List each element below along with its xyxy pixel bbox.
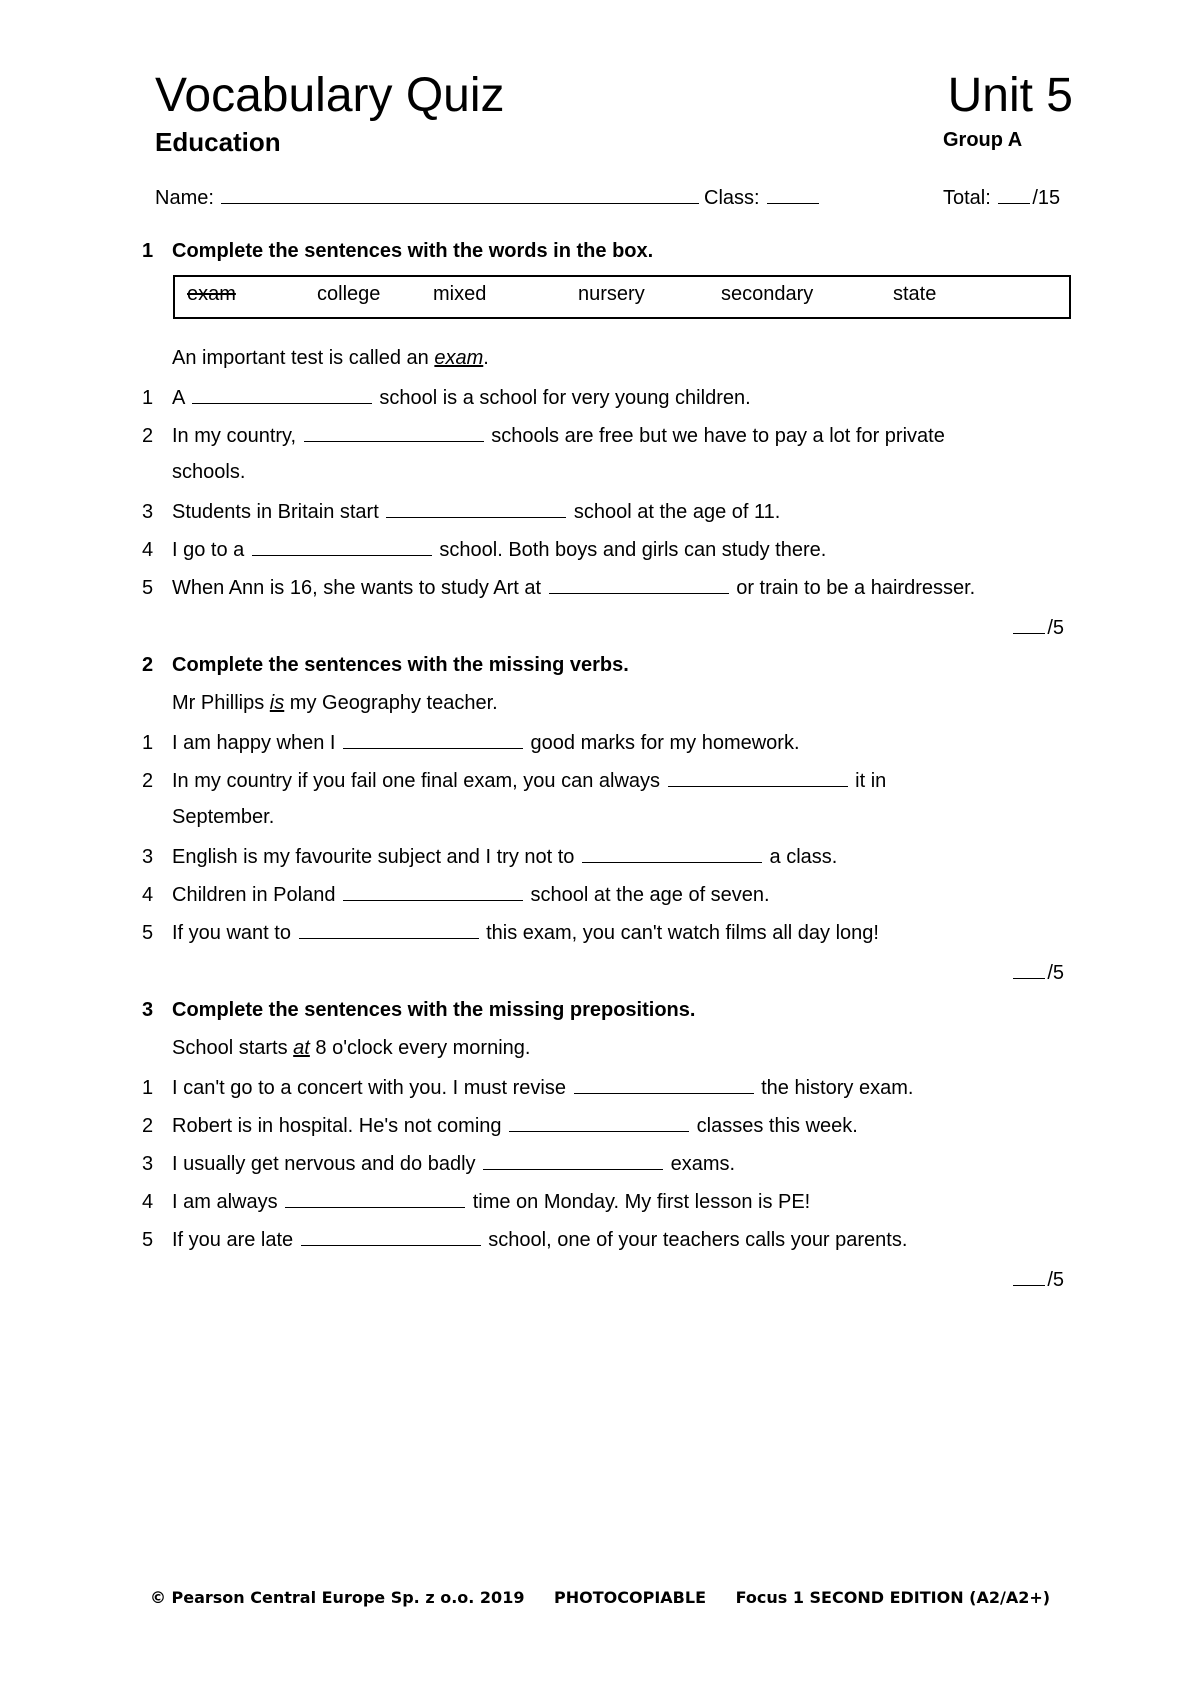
word-box-item: college [317, 283, 381, 305]
score-blank[interactable] [1013, 960, 1045, 979]
item-text: A [172, 387, 190, 409]
question-item [142, 423, 945, 448]
answer-blank[interactable] [301, 1227, 481, 1246]
item-number: 5 [142, 1229, 154, 1251]
section-instruction: Complete the sentences with the words in the box. [172, 240, 654, 262]
footer-edition: Focus 1 SECOND EDITION (A2/A2+) [735, 1588, 1051, 1607]
word-box [173, 275, 1071, 319]
question-item [142, 499, 780, 524]
item-number: 3 [142, 1153, 154, 1175]
item-text: I am always [172, 1191, 284, 1213]
example-sentence [172, 692, 498, 715]
answer-blank[interactable] [386, 499, 566, 518]
unit-label: Unit 5 [947, 69, 1073, 122]
item-text: school at the age of seven. [525, 884, 770, 906]
item-text: If you want to [172, 922, 297, 944]
item-number: 5 [142, 922, 154, 944]
question-item [142, 730, 800, 755]
word-box-item: nursery [578, 283, 645, 305]
item-text: school, one of your teachers calls your parents. [482, 1229, 908, 1251]
item-text: Students in Britain start [172, 501, 385, 523]
question-item [142, 1075, 913, 1100]
section-number: 2 [142, 654, 154, 676]
answer-blank[interactable] [574, 1075, 754, 1094]
name-blank[interactable] [221, 185, 699, 204]
page-footer [0, 1588, 1200, 1607]
section-number: 3 [142, 999, 154, 1021]
question-item-continuation [142, 461, 245, 484]
score-blank[interactable] [1013, 1267, 1045, 1286]
question-item [142, 1189, 810, 1214]
answer-blank[interactable] [582, 844, 762, 863]
item-text: I usually get nervous and do badly [172, 1153, 482, 1175]
item-text: schools. [172, 461, 246, 483]
item-number: 3 [142, 501, 154, 523]
example-text: 8 o'clock every morning. [309, 1037, 531, 1059]
word-box-item: exam [187, 283, 236, 305]
item-text: the history exam. [755, 1077, 914, 1099]
section-instruction: Complete the sentences with the missing verbs. [172, 654, 629, 676]
answer-blank[interactable] [343, 730, 523, 749]
class-blank[interactable] [767, 185, 819, 204]
item-number: 1 [142, 387, 154, 409]
answer-blank[interactable] [343, 882, 523, 901]
item-number: 2 [142, 1115, 154, 1137]
section-1-heading [142, 240, 653, 263]
name-row [155, 185, 701, 210]
section-number: 1 [142, 240, 154, 262]
example-text: Mr Phillips [172, 692, 270, 714]
item-number: 2 [142, 425, 154, 447]
score-max: /5 [1047, 617, 1064, 639]
total-label: Total: [943, 187, 991, 209]
item-number: 5 [142, 577, 154, 599]
item-text: I go to a [172, 539, 250, 561]
item-text: Children in Poland [172, 884, 341, 906]
word-box-item: mixed [433, 283, 487, 305]
example-text: my Geography teacher. [284, 692, 498, 714]
score-max: /5 [1047, 962, 1064, 984]
item-text: or train to be a hairdresser. [730, 577, 976, 599]
item-text: it in [849, 770, 887, 792]
item-text: school at the age of 11. [568, 501, 781, 523]
class-row [704, 185, 821, 210]
quiz-title: Vocabulary Quiz [155, 69, 505, 122]
total-blank[interactable] [998, 185, 1030, 204]
word-box-item: secondary [721, 283, 814, 305]
score-max: /5 [1047, 1269, 1064, 1291]
item-text: school. Both boys and girls can study there. [433, 539, 827, 561]
example-sentence [172, 1037, 530, 1060]
item-number: 3 [142, 846, 154, 868]
question-item [142, 882, 770, 907]
answer-blank[interactable] [192, 385, 372, 404]
total-max: /15 [1032, 187, 1061, 209]
question-item [142, 385, 751, 410]
item-text: I can't go to a concert with you. I must revise [172, 1077, 572, 1099]
answer-blank[interactable] [668, 768, 848, 787]
word-box-item: state [893, 283, 937, 305]
question-item-continuation [142, 806, 274, 829]
example-text: An important test is called an [172, 347, 435, 369]
example-answer: at [293, 1037, 310, 1059]
answer-blank[interactable] [299, 920, 479, 939]
item-text: exams. [665, 1153, 736, 1175]
item-text: school is a school for very young children. [373, 387, 751, 409]
group-label: Group A [943, 129, 1023, 151]
item-number: 1 [142, 732, 154, 754]
question-item [142, 1227, 907, 1252]
item-text: English is my favourite subject and I try not to [172, 846, 580, 868]
item-number: 4 [142, 1191, 154, 1213]
footer-photocopiable: PHOTOCOPIABLE [554, 1588, 706, 1607]
item-text: a class. [763, 846, 838, 868]
section-instruction: Complete the sentences with the missing prepositions. [172, 999, 696, 1021]
item-text: When Ann is 16, she wants to study Art at [172, 577, 547, 599]
answer-blank[interactable] [549, 575, 729, 594]
question-item [142, 1113, 858, 1138]
name-label: Name: [155, 187, 214, 209]
score-blank[interactable] [1013, 615, 1045, 634]
section-2-heading [142, 654, 629, 677]
question-item [142, 768, 886, 793]
item-text: Robert is in hospital. He's not coming [172, 1115, 508, 1137]
example-text: School starts [172, 1037, 294, 1059]
answer-blank[interactable] [304, 423, 484, 442]
section-3-heading [142, 999, 695, 1022]
example-answer: exam [434, 347, 484, 369]
item-text: time on Monday. My first lesson is PE! [467, 1191, 811, 1213]
example-text: . [483, 347, 489, 369]
item-text: good marks for my homework. [524, 732, 800, 754]
question-item [142, 844, 837, 869]
item-text: this exam, you can't watch films all day long! [480, 922, 879, 944]
item-text: classes this week. [691, 1115, 858, 1137]
item-number: 4 [142, 884, 154, 906]
item-text: schools are free but we have to pay a lot for private [485, 425, 945, 447]
class-label: Class: [704, 187, 760, 209]
item-number: 4 [142, 539, 154, 561]
item-number: 2 [142, 770, 154, 792]
item-number: 1 [142, 1077, 154, 1099]
answer-blank[interactable] [252, 537, 432, 556]
footer-copyright: © Pearson Central Europe Sp. z o.o. 2019 [149, 1588, 525, 1607]
question-item [142, 537, 826, 562]
question-item [142, 920, 879, 945]
question-item [142, 1151, 735, 1176]
item-text: In my country if you fail one final exam, you can always [172, 770, 666, 792]
question-item [142, 575, 975, 600]
section-score [1011, 1267, 1064, 1292]
section-score [1011, 960, 1064, 985]
answer-blank[interactable] [285, 1189, 465, 1208]
section-score [1011, 615, 1064, 640]
example-answer: is [269, 692, 285, 714]
item-text: September. [172, 806, 275, 828]
example-sentence [172, 347, 489, 370]
answer-blank[interactable] [483, 1151, 663, 1170]
total-row [943, 185, 1060, 210]
item-text: I am happy when I [172, 732, 341, 754]
answer-blank[interactable] [509, 1113, 689, 1132]
item-text: If you are late [172, 1229, 299, 1251]
item-text: In my country, [172, 425, 302, 447]
quiz-subtitle: Education [155, 127, 281, 157]
